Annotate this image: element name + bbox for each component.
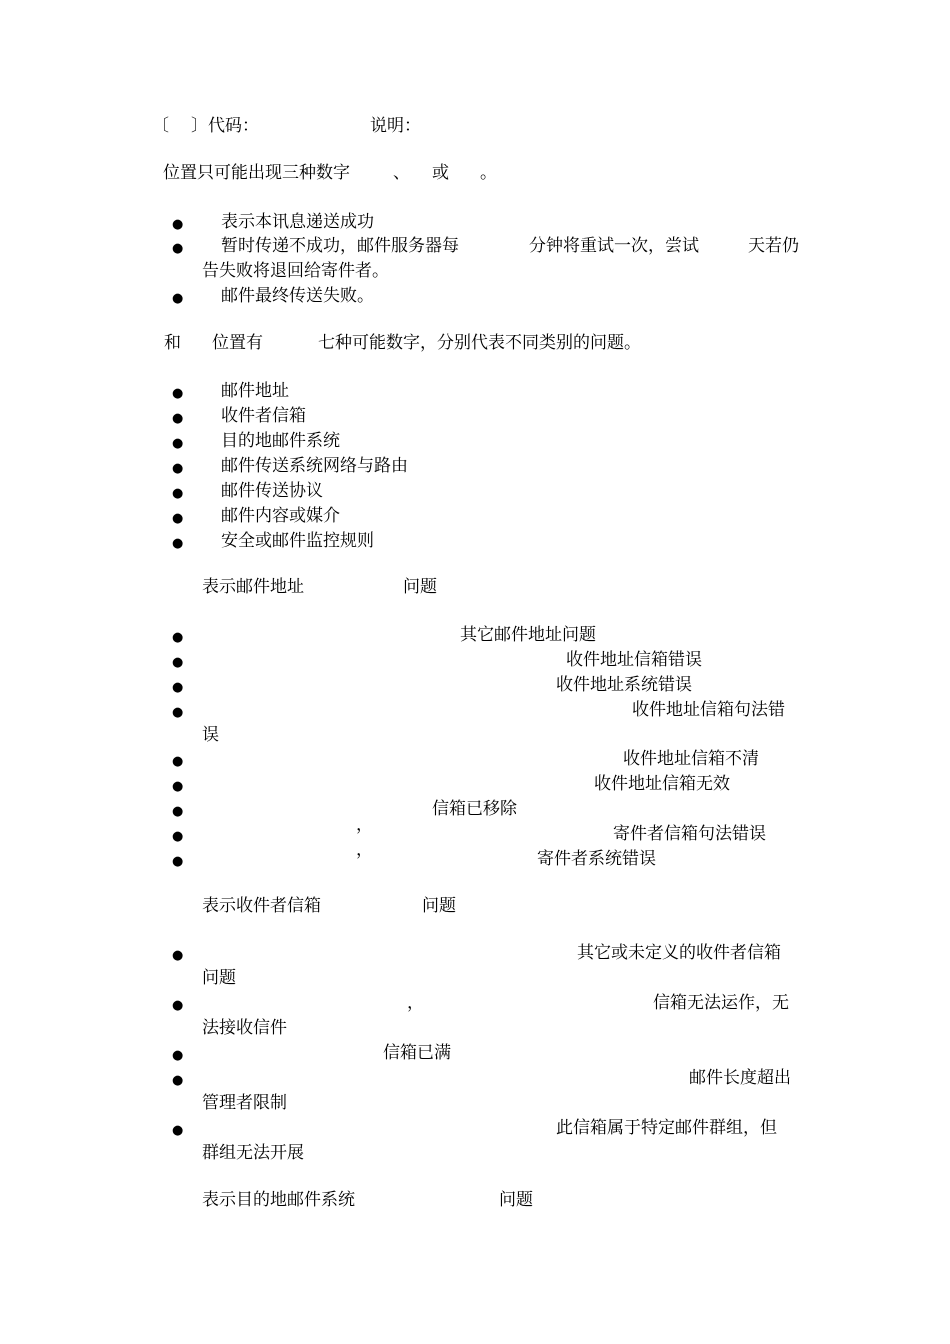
list3-item: 收件地址信箱不清 (623, 749, 759, 769)
list3-item: 收件地址信箱无效 (594, 774, 730, 794)
list3-item: 寄件者信箱句法错误 (613, 824, 766, 844)
bullet-icon: ● (172, 1073, 184, 1088)
list2-item: 邮件地址 (221, 381, 289, 401)
bullet-icon: ● (172, 998, 184, 1013)
list3-item: 信箱已移除 (432, 799, 517, 819)
sec3-suffix: 问题 (499, 1190, 533, 1210)
list4-item-cont: 法接收信件 (202, 1018, 287, 1038)
list1-item: 邮件最终传送失败。 (221, 286, 374, 306)
list4-item: 邮件长度超出 (689, 1068, 791, 1088)
bullet-icon: ● (172, 779, 184, 794)
header-code-label: 〕代码： (191, 116, 259, 136)
intro2-b: 位置有 (212, 333, 263, 353)
sec2-title: 表示收件者信箱 (202, 896, 321, 916)
list4-item-cont: 群组无法开展 (202, 1143, 304, 1163)
bullet-icon: ● (172, 291, 184, 306)
header-explain-label: 说明： (370, 116, 421, 136)
list3-comma: ， (356, 815, 373, 835)
sec1-suffix: 问题 (403, 577, 437, 597)
bullet-icon: ● (172, 1048, 184, 1063)
sec2-suffix: 问题 (422, 896, 456, 916)
list3-comma: ， (356, 840, 373, 860)
list3-item: 其它邮件地址问题 (460, 625, 596, 645)
list3-item: 寄件者系统错误 (537, 849, 656, 869)
bullet-icon: ● (172, 511, 184, 526)
intro1-end: 。 (480, 163, 497, 183)
list2-item: 邮件内容或媒介 (221, 506, 340, 526)
list2-item: 安全或邮件监控规则 (221, 531, 374, 551)
bullet-icon: ● (172, 630, 184, 645)
bullet-icon: ● (172, 536, 184, 551)
list3-item-cont: 误 (202, 725, 219, 745)
list1-item-part: 天若仍 (748, 236, 799, 256)
list4-comma: ， (407, 993, 424, 1013)
list3-item: 收件地址信箱句法错 (632, 700, 785, 720)
bullet-icon: ● (172, 854, 184, 869)
intro2-c: 七种可能数字，分别代表不同类别的问题。 (318, 333, 641, 353)
bullet-icon: ● (172, 754, 184, 769)
bullet-icon: ● (172, 241, 184, 256)
bullet-icon: ● (172, 486, 184, 501)
list1-item-part: 分钟将重试一次，尝试 (529, 236, 699, 256)
bullet-icon: ● (172, 655, 184, 670)
list3-item: 收件地址系统错误 (556, 675, 692, 695)
bullet-icon: ● (172, 386, 184, 401)
bullet-icon: ● (172, 804, 184, 819)
bullet-icon: ● (172, 705, 184, 720)
header-bracket-open: 〔 (152, 116, 169, 136)
bullet-icon: ● (172, 436, 184, 451)
list1-item-cont: 告失败将退回给寄件者。 (202, 261, 389, 281)
list2-item: 邮件传送协议 (221, 481, 323, 501)
list4-item: 信箱无法运作，无 (653, 993, 789, 1013)
sec1-title: 表示邮件地址 (202, 577, 304, 597)
intro1-or: 或 (432, 163, 449, 183)
list1-item: 暂时传递不成功，邮件服务器每 (221, 236, 459, 256)
list4-item-cont: 问题 (202, 968, 236, 988)
bullet-icon: ● (172, 1123, 184, 1138)
intro2-a: 和 (164, 333, 181, 353)
list1-item: 表示本讯息递送成功 (221, 212, 374, 232)
list4-item: 其它或未定义的收件者信箱 (577, 943, 781, 963)
list4-item: 信箱已满 (383, 1043, 451, 1063)
bullet-icon: ● (172, 217, 184, 232)
bullet-icon: ● (172, 948, 184, 963)
intro1-text: 位置只可能出现三种数字 (163, 163, 350, 183)
sec3-title: 表示目的地邮件系统 (202, 1190, 355, 1210)
list3-item: 收件地址信箱错误 (566, 650, 702, 670)
list4-item: 此信箱属于特定邮件群组，但 (556, 1118, 777, 1138)
bullet-icon: ● (172, 680, 184, 695)
list2-item: 邮件传送系统网络与路由 (221, 456, 408, 476)
list2-item: 收件者信箱 (221, 406, 306, 426)
bullet-icon: ● (172, 411, 184, 426)
list4-item-cont: 管理者限制 (202, 1093, 287, 1113)
bullet-icon: ● (172, 461, 184, 476)
intro1-sep: 、 (393, 163, 410, 183)
list2-item: 目的地邮件系统 (221, 431, 340, 451)
bullet-icon: ● (172, 829, 184, 844)
